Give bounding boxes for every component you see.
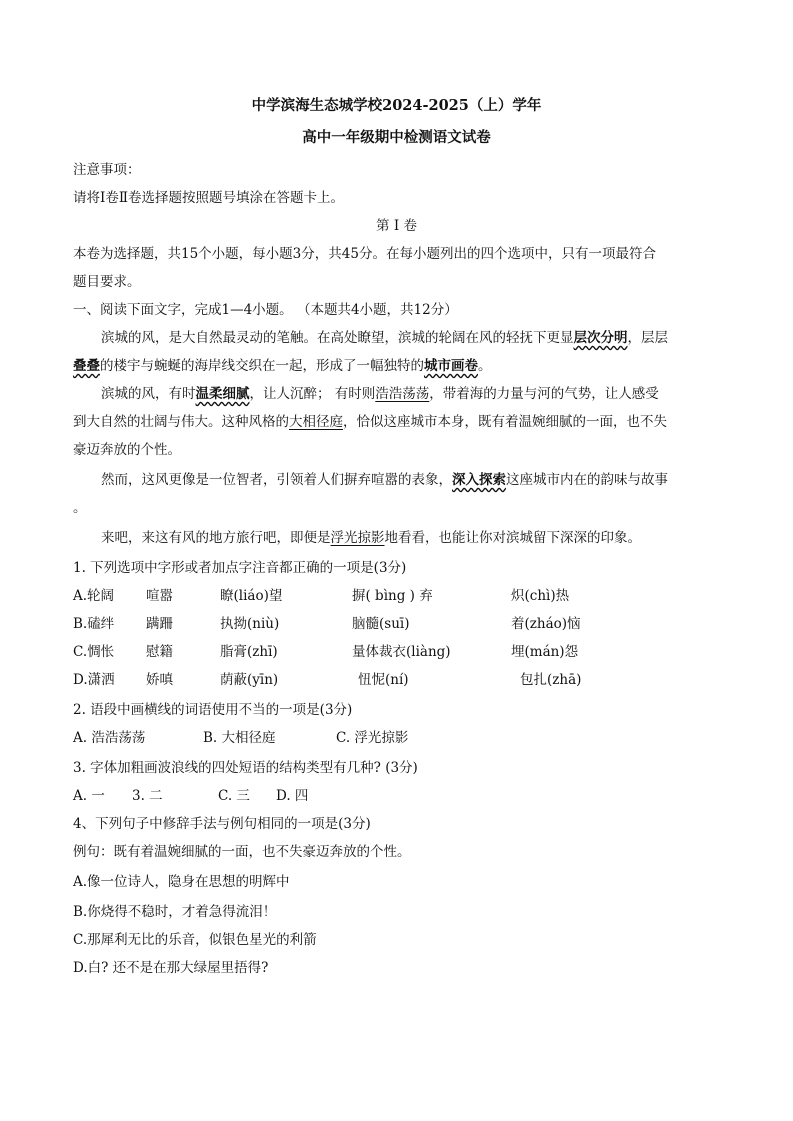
q1-option-c-col3: 脂膏(zhī) xyxy=(220,644,278,660)
passage-text: 滨城的风，有时 xyxy=(101,386,196,402)
passage-text: ，恰似这座城市本身，既有着温婉细腻的一面，也不失 xyxy=(343,414,667,430)
passage-p2-line3: 豪迈奔放的个性。 xyxy=(73,442,181,458)
q1-stem: 1. 下列选项中字形或者加点字注音都正确的一项是(3分) xyxy=(73,560,407,576)
q1-option-c-col1: C.惆怅 xyxy=(73,644,115,660)
q2-option-a: A. 浩浩荡荡 xyxy=(73,730,146,746)
q1-option-b-col5: 着(zháo)恼 xyxy=(511,616,581,632)
exam-title-grade: 高中一年级期中检测语文试卷 xyxy=(302,129,491,146)
wavy-phrase-2: 叠叠 xyxy=(73,358,100,374)
q4-option-c: C.那犀利无比的乐音，似银色星光的利箭 xyxy=(73,932,317,948)
q1-option-d-col4: 忸怩(ní) xyxy=(358,672,409,688)
q1-option-b-col2: 蹒跚 xyxy=(146,616,173,632)
volume-intro-line1: 本卷为选择题，共15个小题，每小题3分，共45分。在每小题列出的四个选项中，只有一项最符合 xyxy=(73,246,656,262)
wavy-phrase-5: 深入探索 xyxy=(452,472,506,488)
passage-p2-line2 xyxy=(73,412,667,432)
q3-option-b: 3. 二 xyxy=(132,788,163,804)
passage-text: ，让人沉醉； 有时则 xyxy=(249,386,376,402)
q1-option-d-col3: 荫蔽(yīn) xyxy=(220,672,279,688)
q3-option-d: D. 四 xyxy=(276,788,309,804)
passage-p3-line1 xyxy=(101,470,668,490)
underlined-word-2: 大相径庭 xyxy=(289,414,343,430)
wavy-phrase-1: 层次分明 xyxy=(573,330,628,346)
passage-text: 的楼宇与蜿蜒的海岸线交织在一起，形成了一幅独特的 xyxy=(100,358,424,374)
passage-text: 。 xyxy=(478,358,492,374)
q1-option-d-col5: 包扎(zhā) xyxy=(520,672,582,688)
underlined-word-3: 浮光掠影 xyxy=(330,530,385,546)
q1-option-c-col5: 埋(mán)怨 xyxy=(511,644,579,660)
passage-text: 地看看，也能让你对滨城留下深深的印象。 xyxy=(384,530,641,546)
passage-text: 然而，这风更像是一位智者，引领着人们摒弃喧嚣的表象， xyxy=(101,472,452,488)
q4-stem: 4、下列句子中修辞手法与例句相同的一项是(3分) xyxy=(73,816,371,832)
passage-text: 这座城市内在的韵味与故事 xyxy=(506,472,668,488)
passage-text: ，带着海的力量与河的气势，让人感受 xyxy=(429,386,659,402)
q1-option-a-col2: 喧嚣 xyxy=(146,588,173,604)
notice-text: 请将Ⅰ卷Ⅱ卷选择题按照题号填涂在答题卡上。 xyxy=(73,190,345,206)
volume-intro-line2: 题目要求。 xyxy=(73,274,141,290)
passage-p1-line2 xyxy=(73,356,492,376)
wavy-phrase-4: 温柔细腻 xyxy=(195,386,250,402)
q2-option-c: C. 浮光掠影 xyxy=(336,730,409,746)
passage-p2-line1 xyxy=(101,384,659,404)
q1-option-a-col1: A.轮阔 xyxy=(73,588,115,604)
q4-option-d: D.白? 还不是在那大绿屋里捂得? xyxy=(73,960,269,976)
q3-option-a: A. 一 xyxy=(73,788,105,804)
q1-option-a-col3: 瞭(liáo)望 xyxy=(220,588,283,604)
section1-heading: 一、阅读下面文字，完成1—4小题。 （本题共4小题，共12分） xyxy=(73,302,458,318)
volume-title: 第 Ⅰ 卷 xyxy=(376,218,417,234)
passage-p3-line2: 。 xyxy=(73,500,87,516)
q1-option-d-col1: D.潇洒 xyxy=(73,672,115,688)
passage-text: 滨城的风，是大自然最灵动的笔触。在高处瞭望，滨城的轮阔在风的轻抚下更显 xyxy=(101,330,574,346)
q4-option-b: B.你烧得不稳时，才着急得流泪！ xyxy=(73,904,277,920)
q1-option-b-col1: B.磕绊 xyxy=(73,616,115,632)
passage-text: 来吧，来这有风的地方旅行吧，即便是 xyxy=(101,530,331,546)
notice-label: 注意事项： xyxy=(73,162,141,178)
q2-option-b: B. 大相径庭 xyxy=(203,730,276,746)
passage-text: 到大自然的壮阔与伟大。这种风格的 xyxy=(73,414,289,430)
wavy-phrase-3: 城市画卷 xyxy=(424,358,478,374)
q1-option-b-col3: 执拗(niù) xyxy=(220,616,280,632)
q2-stem: 2. 语段中画横线的词语使用不当的一项是(3分) xyxy=(73,702,353,718)
q1-option-c-col2: 慰籍 xyxy=(146,644,173,660)
passage-p1-line1 xyxy=(101,328,668,348)
exam-title-school: 中学滨海生态城学校2024-2025（上）学年 xyxy=(251,97,542,114)
passage-text: ，层层 xyxy=(627,330,668,346)
passage-p4 xyxy=(101,528,641,548)
q1-option-c-col4: 量体裁衣(liàng) xyxy=(352,644,451,660)
q4-example: 例句：既有着温婉细腻的一面，也不失豪迈奔放的个性。 xyxy=(73,844,411,860)
q1-option-a-col4: 摒( bìng ) 弃 xyxy=(352,588,433,604)
q1-option-d-col2: 娇嗔 xyxy=(146,672,173,688)
q1-option-a-col5: 炽(chì)热 xyxy=(511,588,570,604)
q1-option-b-col4: 脑髓(suī) xyxy=(352,616,410,632)
q3-stem: 3. 字体加粗画波浪线的四处短语的结构类型有几种? (3分) xyxy=(73,760,418,776)
underlined-word-1: 浩浩荡荡 xyxy=(375,386,430,402)
q4-option-a: A.像一位诗人，隐身在思想的明辉中 xyxy=(73,874,290,890)
q3-option-c: C. 三 xyxy=(218,788,250,804)
